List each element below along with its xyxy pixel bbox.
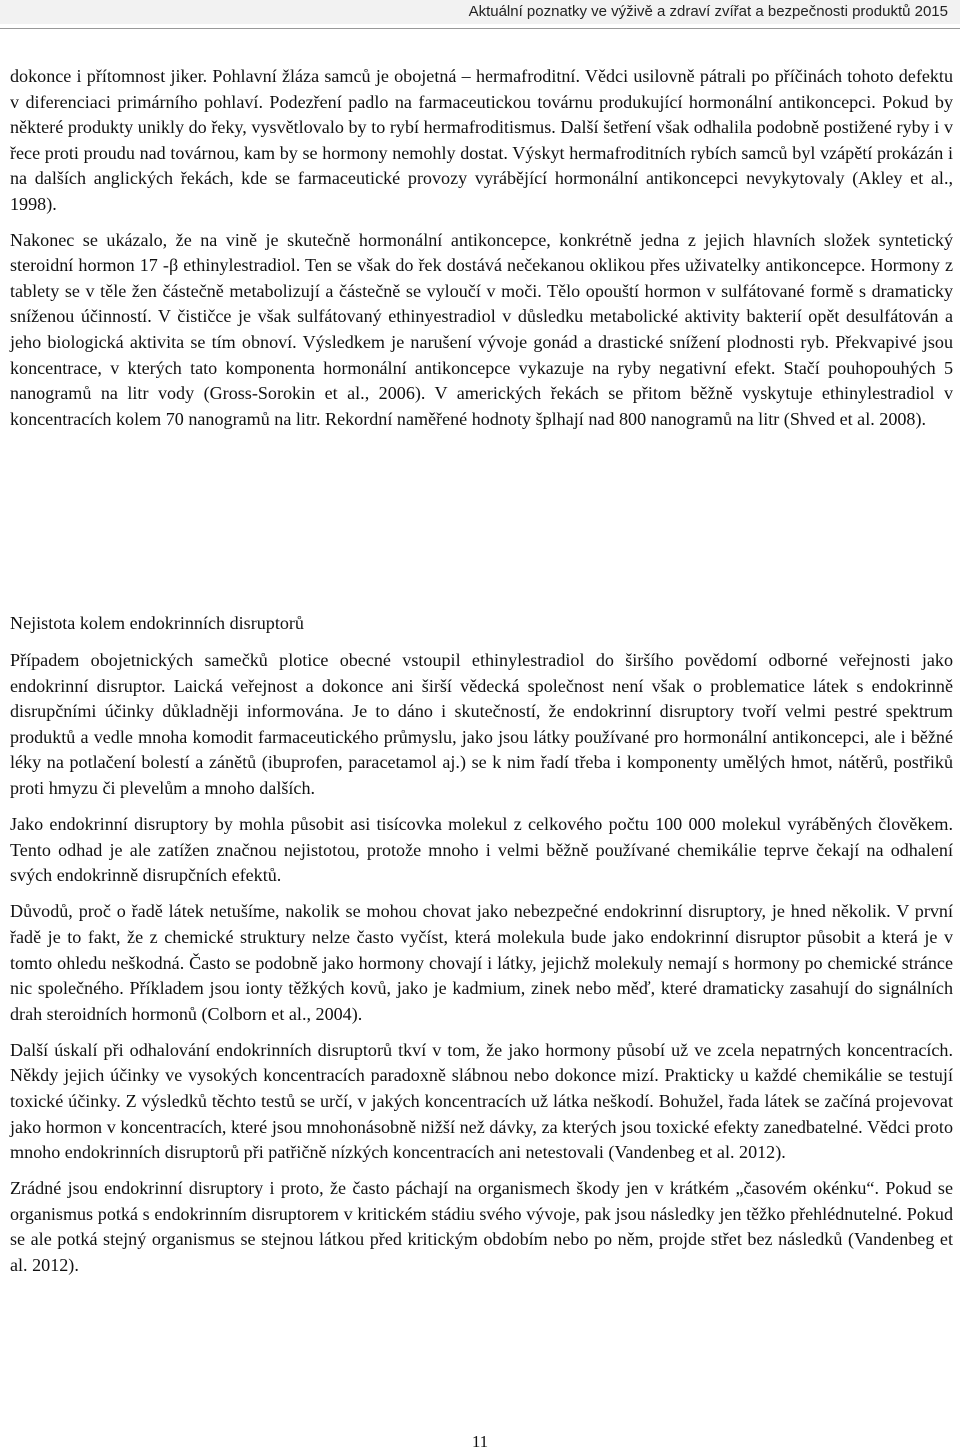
paragraph: Zrádné jsou endokrinní disruptory i proto, že často páchají na organismech škody jen v krátkém „časovém okénku“. Pokud se organismus potká s endokrinním disruptorem v kritickém stádiu svého vývoje, pak jsou následky jen těžko přehlédnutelné. Pokud se ale potká stejný organismus se stejnou látkou před kritickým obdobím nebo po něm, projde střet bez následků (Vandenbeg et al. 2012). (10, 1178, 953, 1276)
paragraph: Jako endokrinní disruptory by mohla působit asi tisícovka molekul z celkového počtu 100 000 molekul vyráběných člověkem. Tento odhad je ale zatížen značnou nejistotou, protože mnoho i velmi běžně používané chemikálie teprve čekají na odhalení svých endokrinně disrupčních efektů. (10, 814, 953, 886)
paragraph: dokonce i přítomnost jiker. Pohlavní žláza samců je obojetná – hermafroditní. Vědci usilovně pátrali po příčinách tohoto defektu v diferenciaci primárního pohlaví. Podezření padlo na farmaceutickou továrnu produkující hormonální antikoncepci. Pokud by některé produkty unikly do řeky, vysvětlovalo by to rybí hermafroditismus. Další šetření však odhalila podobně postižené ryby i v řece proti proudu nad továrnou, kam by se hormony nemohly dostat. Výskyt hermafroditních rybích samců byl vzápětí prokázán i na dalších anglických řekách, kde se farmaceutické provozy vyrábějící hormonální antikoncepci nevykytovaly (Akley et al., 1998). (10, 66, 953, 214)
body-text-bottom (10, 648, 953, 1289)
section-heading: Nejistota kolem endokrinních disruptorů (10, 613, 304, 633)
paragraph: Další úskalí při odhalování endokrinních disruptorů tkví v tom, že jako hormony působí už ve zcela nepatrných koncentracích. Někdy jejich účinky ve vysokých koncentracích paradoxně slábnou nebo dokonce mizí. Prakticky u každé chemikálie se testují toxické účinky. Z výsledků těchto testů se určí, v jakých koncentracích už látka neškodí. Bohužel, řada látek se začíná projevovat jako hormon v koncentracích, které jsou mnohonásobně nižší než dávky, za kterých jsou toxické efekty zanedbatelné. Vědci proto mnoho endokrinních disruptorů při patřičně nízkých koncentracích ani netestovali (Vandenbeg et al. 2012). (10, 1039, 953, 1163)
header-divider (0, 28, 960, 29)
paragraph: Nakonec se ukázalo, že na vině je skutečně hormonální antikoncepce, konkrétně jedna z jejich hlavních složek syntetický steroidní hormon 17 -β ethinylestradiol. Ten se však do řek dostává nečekanou oklikou přes uživatelky antikoncepce. Hormony z tablety se v těle žen částečně metabolizují a částečně se vyloučí v moči. Tělo opouští hormon v sulfátované formě s dramaticky sníženou účinností. V čističce je však sulfátovaný ethinyestradiol v důsledku metabolické aktivity bakterií opět desulfátován a jeho biologická aktivita se tím obnoví. Výsledkem je narušení vývoje gonád a drastické snížení plodnosti ryb. Překvapivé jsou koncentrace, v kterých tato komponenta hormonální antikoncepce vykazuje na ryby negativní efekt. Stačí pouhopouhých 5 nanogramů na litr vody (Gross-Sorokin et al., 2006). V amerických řekách se přitom běžně vyskytuje ethinylestradiol v koncentracích kolem 70 nanogramů na litr. Rekordní naměřené hodnoty šplhají nad 800 nanogramů na litr (Shved et al. 2008). (10, 229, 953, 429)
body-text-top (10, 64, 953, 432)
running-header-title: Aktuální poznatky ve výživě a zdraví zvířat a bezpečnosti produktů 2015 (468, 3, 948, 20)
page-number: 11 (471, 1432, 489, 1451)
running-header (0, 0, 960, 24)
paragraph: Případem obojetnických samečků plotice obecné vstoupil ethinylestradiol do širšího povědomí odborné veřejnosti jako endokrinní disruptor. Laická veřejnost a dokonce ani širší vědecká společnost není však o problematice látek s endokrinně disrupčními účinky důkladněji informována. Je to dáno i skutečností, že endokrinní disruptory tvoří velmi pestré spektrum produktů a vedle mnoha komodit farmaceutického průmyslu, jako jsou látky používané pro hormonální antikoncepci, ale i běžné léky na potlačení bolestí a zánětů (ibuprofen, paracetamol aj.) se k nim řadí třeba i komponenty umělých hmot, nátěrů, postřiků proti hmyzu či plevelům a mnoho dalších. (10, 650, 953, 798)
paragraph: Důvodů, proč o řadě látek netušíme, nakolik se mohou chovat jako nebezpečné endokrinní disruptory, je hned několik. V první řadě je to fakt, že z chemické struktury nelze často vyčíst, která molekula bude jako endokrinní disruptor působit a která je v tomto ohledu neškodná. Často se podobně jako hormony chovají i látky, jejichž molekuly nemají s hormony po chemické stránce nic společného. Příkladem jsou ionty těžkých kovů, jako je kadmium, zinek nebo měď, které dramaticky zasahují do signálních drah steroidních hormonů (Colborn et al., 2004). (10, 901, 953, 1024)
